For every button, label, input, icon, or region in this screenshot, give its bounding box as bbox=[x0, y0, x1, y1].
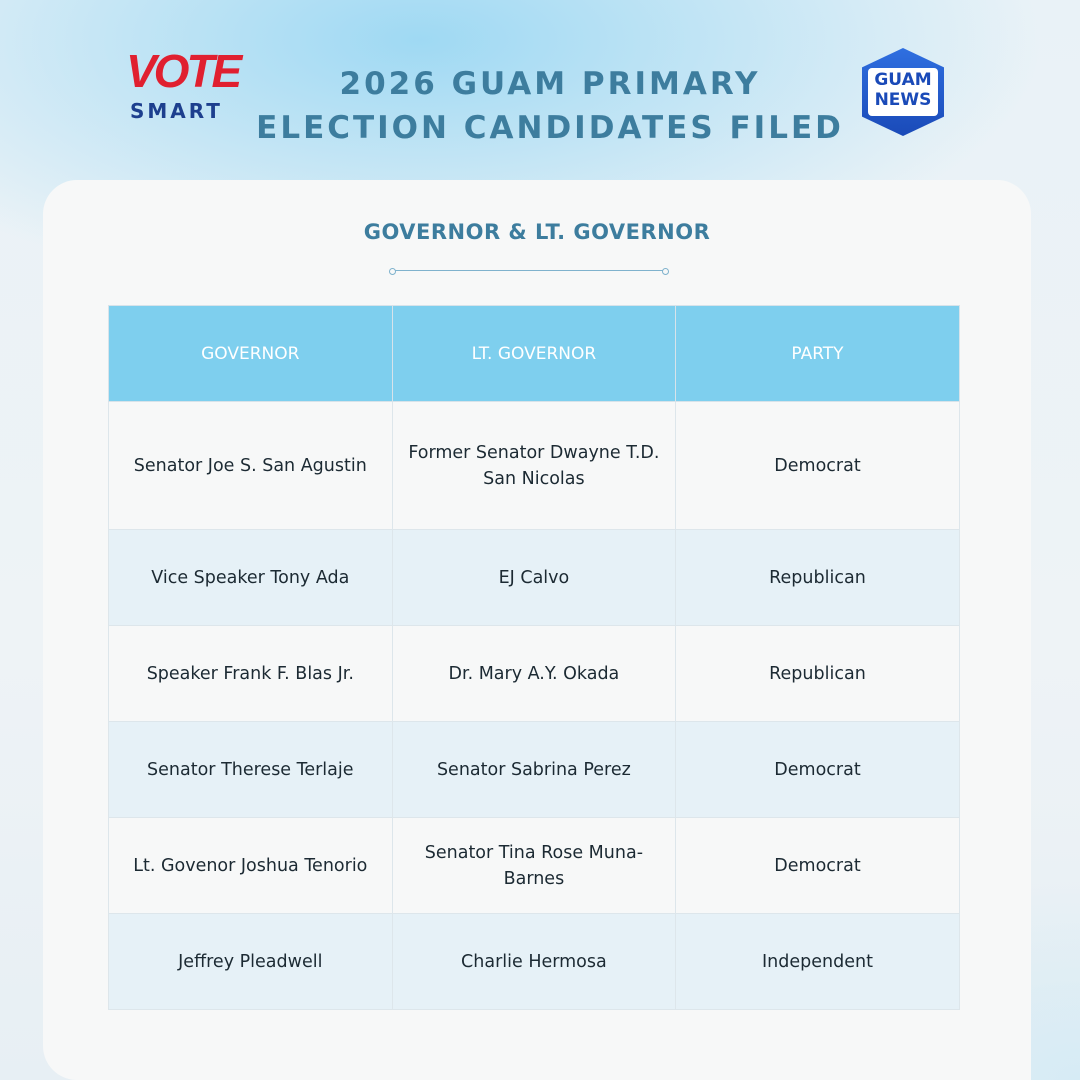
guam-news-logo bbox=[862, 48, 944, 136]
cell-governor: Senator Therese Terlaje bbox=[109, 722, 393, 818]
cell-party: Democrat bbox=[676, 402, 960, 530]
table-header-row bbox=[109, 306, 960, 402]
cell-lt-governor: Charlie Hermosa bbox=[392, 914, 676, 1010]
vote-smart-logo bbox=[126, 45, 240, 128]
page-title bbox=[250, 62, 850, 150]
column-header-lt-governor: LT. GOVERNOR bbox=[392, 306, 676, 402]
cell-governor: Lt. Govenor Joshua Tenorio bbox=[109, 818, 393, 914]
cell-lt-governor: Senator Sabrina Perez bbox=[392, 722, 676, 818]
cell-lt-governor: Former Senator Dwayne T.D. San Nicolas bbox=[392, 402, 676, 530]
table-row bbox=[109, 402, 960, 530]
section-title: GOVERNOR & LT. GOVERNOR bbox=[363, 220, 711, 244]
cell-governor: Jeffrey Pleadwell bbox=[109, 914, 393, 1010]
cell-governor: Vice Speaker Tony Ada bbox=[109, 530, 393, 626]
table-row bbox=[109, 818, 960, 914]
candidates-table bbox=[108, 305, 960, 1010]
vote-smart-logo-vote: VOTE bbox=[126, 45, 240, 97]
page-title-line-1: 2026 GUAM PRIMARY bbox=[339, 66, 761, 102]
cell-lt-governor: EJ Calvo bbox=[392, 530, 676, 626]
section-divider bbox=[392, 270, 666, 271]
page-title-line-2: ELECTION CANDIDATES FILED bbox=[256, 110, 844, 146]
guam-news-logo-line-2: NEWS bbox=[874, 90, 932, 110]
column-header-party: PARTY bbox=[676, 306, 960, 402]
cell-party: Republican bbox=[676, 626, 960, 722]
candidates-card bbox=[43, 180, 1031, 1080]
cell-party: Republican bbox=[676, 530, 960, 626]
cell-lt-governor: Senator Tina Rose Muna-Barnes bbox=[392, 818, 676, 914]
cell-governor: Senator Joe S. San Agustin bbox=[109, 402, 393, 530]
guam-news-logo-line-1: GUAM bbox=[874, 70, 932, 90]
column-header-governor: GOVERNOR bbox=[109, 306, 393, 402]
vote-smart-logo-smart: SMART bbox=[130, 99, 223, 123]
table-row bbox=[109, 722, 960, 818]
cell-lt-governor: Dr. Mary A.Y. Okada bbox=[392, 626, 676, 722]
guam-news-logo-text bbox=[862, 70, 944, 110]
cell-party: Democrat bbox=[676, 722, 960, 818]
table-row bbox=[109, 914, 960, 1010]
cell-party: Independent bbox=[676, 914, 960, 1010]
cell-party: Democrat bbox=[676, 818, 960, 914]
table-row bbox=[109, 626, 960, 722]
header bbox=[0, 0, 1080, 180]
table-row bbox=[109, 530, 960, 626]
cell-governor: Speaker Frank F. Blas Jr. bbox=[109, 626, 393, 722]
